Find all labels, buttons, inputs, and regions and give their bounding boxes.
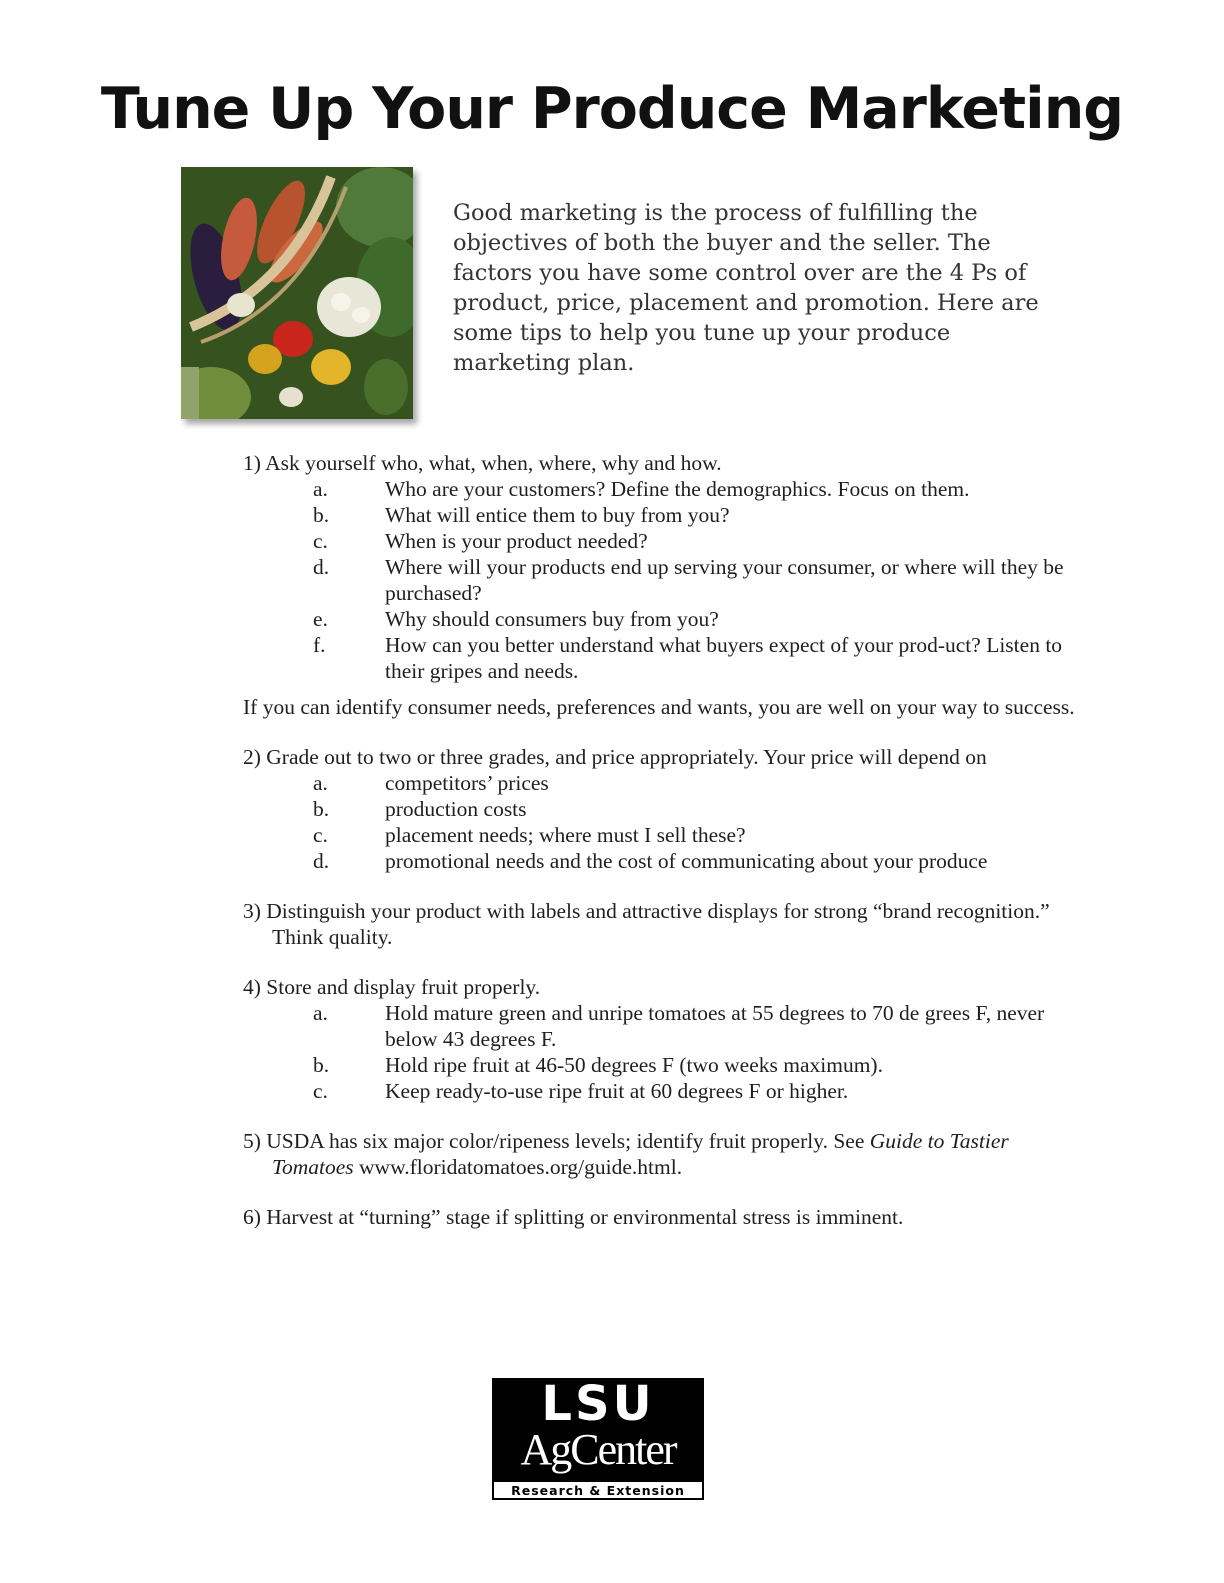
sub-letter: f. bbox=[313, 633, 326, 657]
vegetables-illustration bbox=[181, 167, 413, 419]
tips-list bbox=[243, 450, 1083, 1230]
sub-letter: e. bbox=[313, 607, 328, 631]
sub-item bbox=[243, 796, 1083, 822]
tip-item bbox=[243, 1204, 1083, 1230]
intro-paragraph: Good marketing is the process of fulfilling the objectives of both the buyer and the seller. The factors you have some control over are the 4 Ps of product, price, placement and promotion. Here are some tips to help you tune up your produce marketing plan. bbox=[453, 200, 1039, 376]
sub-text: placement needs; where must I sell these? bbox=[385, 823, 746, 847]
sub-text: What will entice them to buy from you? bbox=[385, 503, 730, 527]
sub-letter: a. bbox=[313, 771, 328, 795]
sub-text: promotional needs and the cost of communicating about your produce bbox=[385, 849, 988, 873]
sub-letter: c. bbox=[313, 1079, 328, 1103]
sub-letter: d. bbox=[313, 849, 330, 873]
sub-item bbox=[243, 476, 1083, 502]
tip-item bbox=[243, 744, 1083, 874]
page-title: Tune Up Your Produce Marketing bbox=[100, 76, 1124, 142]
sub-text: Who are your customers? Define the demographics. Focus on them. bbox=[385, 477, 970, 501]
sub-item bbox=[243, 554, 1083, 606]
sub-letter: b. bbox=[313, 797, 330, 821]
tip-heading: 4) Store and display fruit properly. bbox=[243, 975, 541, 999]
sub-text: Hold ripe fruit at 46-50 degrees F (two weeks maximum). bbox=[385, 1053, 883, 1077]
sub-item bbox=[243, 770, 1083, 796]
sub-text: Hold mature green and unripe tomatoes at 55 degrees to 70 de grees F, never below 43 degrees F. bbox=[385, 1001, 1045, 1051]
sub-item bbox=[243, 528, 1083, 554]
sub-letter: c. bbox=[313, 823, 328, 847]
sub-text: competitors’ prices bbox=[385, 771, 549, 795]
sub-item bbox=[243, 632, 1083, 684]
tip-heading: 3) Distinguish your product with labels and attractive displays for strong “brand recognition.” Think quality. bbox=[243, 899, 1050, 949]
sub-letter: a. bbox=[313, 477, 328, 501]
sub-text: Keep ready-to-use ripe fruit at 60 degrees F or higher. bbox=[385, 1079, 849, 1103]
sub-text: Where will your products end up serving your consumer, or where will they be purchased? bbox=[385, 555, 1064, 605]
logo-research-extension-text: Research & Extension bbox=[494, 1480, 702, 1498]
guide-title: Guide to Tastier Tomatoes bbox=[272, 1129, 1009, 1179]
tip-heading bbox=[243, 1128, 1083, 1180]
sub-text: When is your product needed? bbox=[385, 529, 648, 553]
sub-text: production costs bbox=[385, 797, 527, 821]
lsu-agcenter-logo bbox=[492, 1378, 704, 1500]
tip-item bbox=[243, 1128, 1083, 1180]
logo-agcenter-text: AgCenter bbox=[520, 1425, 676, 1474]
tip-heading: 1) Ask yourself who, what, when, where, why and how. bbox=[243, 451, 722, 475]
sub-item bbox=[243, 606, 1083, 632]
sub-item bbox=[243, 848, 1083, 874]
tip-heading-text: 5) USDA has six major color/ripeness levels; identify fruit properly. See bbox=[243, 1129, 870, 1153]
tip-heading: 2) Grade out to two or three grades, and price appropriately. Your price will depend on bbox=[243, 745, 987, 769]
sub-text: Why should consumers buy from you? bbox=[385, 607, 719, 631]
sub-letter: b. bbox=[313, 1053, 330, 1077]
logo-lsu-text: LSU bbox=[541, 1376, 655, 1432]
sub-item bbox=[243, 1078, 1083, 1104]
sub-letter: c. bbox=[313, 529, 328, 553]
sub-item bbox=[243, 1000, 1083, 1052]
tip-heading: 6) Harvest at “turning” stage if splitting or environmental stress is imminent. bbox=[243, 1205, 904, 1229]
sub-letter: b. bbox=[313, 503, 330, 527]
vegetables-photo bbox=[181, 167, 413, 419]
sub-letter: d. bbox=[313, 555, 330, 579]
guide-url: www.floridatomatoes.org/guide.html. bbox=[353, 1155, 683, 1179]
tip-item bbox=[243, 974, 1083, 1104]
sub-text: How can you better understand what buyers expect of your prod-uct? Listen to their gripes and needs. bbox=[385, 633, 1063, 683]
sub-item bbox=[243, 502, 1083, 528]
tip-item bbox=[243, 450, 1083, 720]
tip-summary: If you can identify consumer needs, preferences and wants, you are well on your way to success. bbox=[243, 695, 1075, 719]
tip-item bbox=[243, 898, 1083, 950]
sub-item bbox=[243, 822, 1083, 848]
sub-item bbox=[243, 1052, 1083, 1078]
sub-letter: a. bbox=[313, 1001, 328, 1025]
